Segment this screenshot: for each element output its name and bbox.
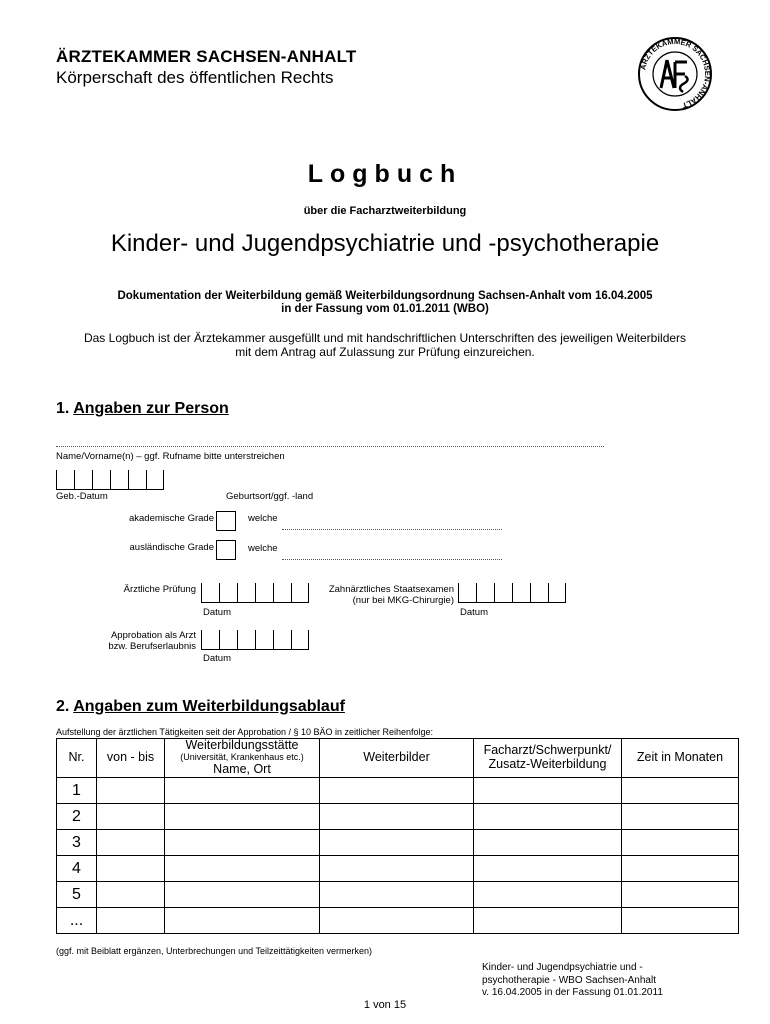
footer-document-info — [482, 962, 722, 1000]
table-row — [57, 804, 739, 830]
foreign-degree-label: ausländische Grade — [129, 542, 214, 553]
org-name: ÄRZTEKAMMER SACHSEN-ANHALT — [56, 47, 357, 66]
months-cell[interactable] — [622, 882, 739, 908]
name-field-line[interactable] — [56, 446, 604, 447]
table-header-row — [57, 739, 739, 778]
section-1-title: Angaben zur Person — [73, 400, 229, 417]
name-field-label: Name/Vorname(n) – ggf. Rufname bitte unterstreichen — [56, 451, 285, 462]
row-number: 2 — [57, 804, 97, 830]
foreign-degree-which-line[interactable] — [282, 559, 502, 560]
approbation-label-2: bzw. Berufserlaubnis — [108, 641, 196, 652]
period-cell[interactable] — [97, 908, 165, 934]
specialty-cell[interactable] — [474, 882, 622, 908]
medical-exam-date-boxes[interactable] — [201, 583, 309, 604]
documentation-line-2: in der Fassung vom 01.01.2011 (WBO) — [281, 303, 489, 315]
section-2-heading — [56, 698, 345, 716]
documentation-line-1: Dokumentation der Weiterbildung gemäß Weiterbildungsordnung Sachsen-Anhalt vom 16.04.2005 — [117, 290, 653, 302]
trainer-cell[interactable] — [320, 856, 474, 882]
period-cell[interactable] — [97, 882, 165, 908]
col-header-specialty-2: Zusatz-Weiterbildung — [488, 757, 607, 771]
medical-exam-label: Ärztliche Prüfung — [123, 584, 196, 595]
row-number: 3 — [57, 830, 97, 856]
birthdate-label: Geb.-Datum — [56, 491, 108, 502]
table-footnote: (ggf. mit Beiblatt ergänzen, Unterbrechungen und Teilzeittätigkeiten vermerken) — [56, 946, 373, 956]
academic-degree-checkbox[interactable] — [216, 511, 236, 531]
document-title: Logbuch — [307, 160, 463, 188]
specialty-cell[interactable] — [474, 856, 622, 882]
col-header-site — [165, 739, 320, 778]
site-cell[interactable] — [165, 882, 320, 908]
row-number: ... — [57, 908, 97, 934]
foreign-degree-which-label: welche — [248, 543, 278, 554]
col-header-period: von - bis — [97, 739, 165, 778]
academic-degree-which-line[interactable] — [282, 529, 502, 530]
foreign-degree-checkbox[interactable] — [216, 540, 236, 560]
dental-exam-sublabel: (nur bei MKG-Chirurgie) — [352, 595, 454, 606]
table-row — [57, 856, 739, 882]
trainer-cell[interactable] — [320, 778, 474, 804]
period-cell[interactable] — [97, 830, 165, 856]
academic-degree-label: akademische Grade — [128, 513, 214, 524]
chamber-seal-logo — [637, 36, 713, 112]
seal-ring-text: ÄRZTEKAMMER SACHSEN-ANHALT — [638, 36, 713, 110]
footer-line-3: v. 16.04.2005 in der Fassung 01.01.2011 — [482, 987, 663, 998]
months-cell[interactable] — [622, 778, 739, 804]
org-subtitle: Körperschaft des öffentlichen Rechts — [56, 68, 334, 87]
row-number: 4 — [57, 856, 97, 882]
site-cell[interactable] — [165, 804, 320, 830]
trainer-cell[interactable] — [320, 830, 474, 856]
months-cell[interactable] — [622, 908, 739, 934]
period-cell[interactable] — [97, 804, 165, 830]
document-subtitle: über die Facharztweiterbildung — [303, 205, 467, 217]
months-cell[interactable] — [622, 830, 739, 856]
academic-degree-which-label: welche — [248, 513, 278, 524]
row-number: 1 — [57, 778, 97, 804]
approbation-label-1: Approbation als Arzt — [110, 630, 196, 641]
row-number: 5 — [57, 882, 97, 908]
site-cell[interactable] — [165, 908, 320, 934]
section-2-note: Aufstellung der ärztlichen Tätigkeiten seit der Approbation / § 10 BÄO in zeitlicher Reihenfolge: — [56, 727, 434, 737]
col-header-site-tail: Name, Ort — [213, 761, 271, 776]
section-1-heading — [56, 400, 229, 418]
col-header-months: Zeit in Monaten — [622, 739, 739, 778]
table-row — [57, 908, 739, 934]
site-cell[interactable] — [165, 778, 320, 804]
dental-exam-date-label: Datum — [460, 607, 488, 618]
trainer-cell[interactable] — [320, 804, 474, 830]
site-cell[interactable] — [165, 830, 320, 856]
table-row — [57, 778, 739, 804]
intro-line-1: Das Logbuch ist der Ärztekammer ausgefüllt und mit handschriftlichen Unterschriften des jeweiligen Weiterbilders — [83, 331, 687, 345]
specialty-title: Kinder- und Jugendpsychiatrie und -psychotherapie — [110, 230, 660, 257]
section-2-number: 2. — [56, 698, 70, 715]
col-header-specialty — [474, 739, 622, 778]
approbation-date-boxes[interactable] — [201, 630, 309, 651]
medical-exam-date-label: Datum — [203, 607, 231, 618]
trainer-cell[interactable] — [320, 908, 474, 934]
footer-line-1: Kinder- und Jugendpsychiatrie und - — [482, 962, 643, 973]
specialty-cell[interactable] — [474, 804, 622, 830]
months-cell[interactable] — [622, 804, 739, 830]
birthdate-boxes[interactable] — [56, 470, 164, 491]
birthplace-label: Geburtsort/ggf. -land — [226, 491, 314, 502]
section-1-number: 1. — [56, 400, 70, 417]
dental-exam-date-boxes[interactable] — [458, 583, 566, 604]
col-header-site-sub: (Universität, Krankenhaus etc.) — [180, 752, 304, 763]
trainer-cell[interactable] — [320, 882, 474, 908]
col-header-site-main: Weiterbildungsstätte — [185, 738, 299, 753]
specialty-cell[interactable] — [474, 830, 622, 856]
dental-exam-label: Zahnärztliches Staatsexamen — [328, 584, 454, 595]
col-header-nr: Nr. — [57, 739, 97, 778]
months-cell[interactable] — [622, 856, 739, 882]
specialty-cell[interactable] — [474, 778, 622, 804]
table-row — [57, 882, 739, 908]
approbation-date-label: Datum — [203, 653, 231, 664]
footer-line-2: psychotherapie - WBO Sachsen-Anhalt — [482, 974, 656, 986]
col-header-specialty-1: Facharzt/Schwerpunkt/ — [483, 743, 612, 758]
site-cell[interactable] — [165, 856, 320, 882]
training-history-table — [56, 738, 739, 934]
table-row — [57, 830, 739, 856]
specialty-cell[interactable] — [474, 908, 622, 934]
page-number: 1 von 15 — [363, 999, 407, 1011]
section-2-title: Angaben zum Weiterbildungsablauf — [73, 698, 345, 715]
period-cell[interactable] — [97, 856, 165, 882]
col-header-trainer: Weiterbilder — [320, 739, 474, 778]
intro-line-2: mit dem Antrag auf Zulassung zur Prüfung einzureichen. — [235, 345, 535, 359]
period-cell[interactable] — [97, 778, 165, 804]
